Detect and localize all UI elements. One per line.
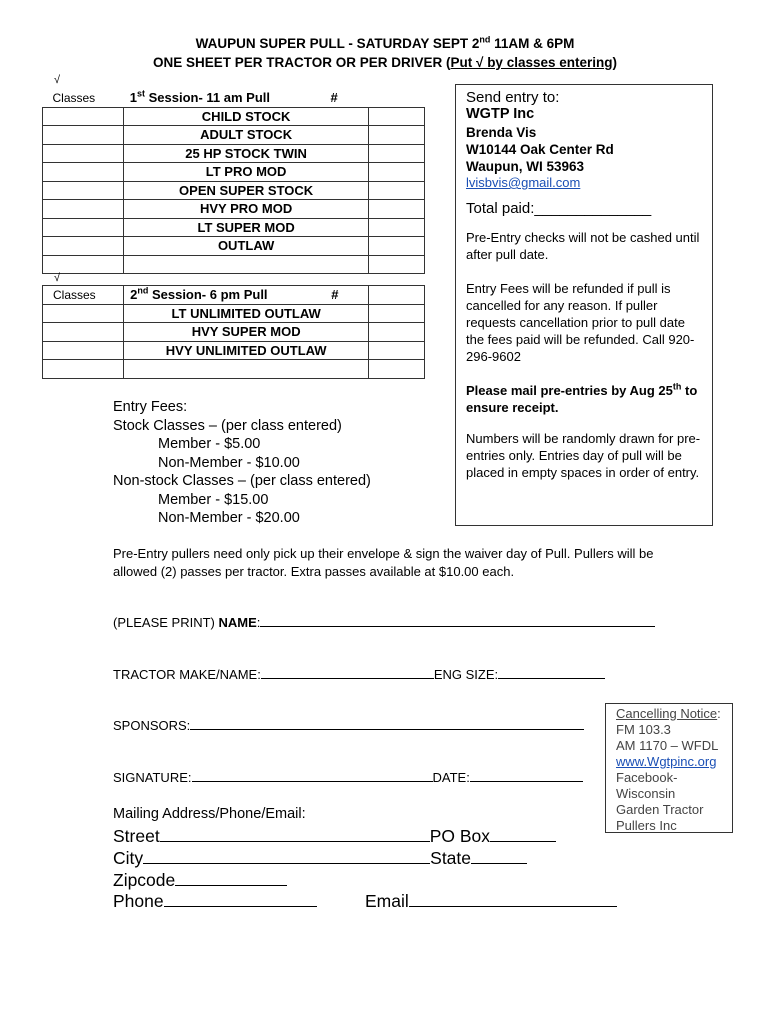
fees-nonstock-member: Member - $15.00 <box>158 491 269 508</box>
entry-fees <box>113 398 371 528</box>
classes-label: Classes <box>52 90 96 105</box>
class-name: LT PRO MOD <box>124 163 369 182</box>
cancel-facebook: Facebook- <box>616 770 678 785</box>
class-name <box>124 255 369 274</box>
count-cell[interactable] <box>368 200 424 219</box>
tractor-field[interactable] <box>261 666 434 679</box>
page-title: WAUPUN SUPER PULL - SATURDAY SEPT 2nd 11AM & 6PM <box>195 34 575 51</box>
check-cell[interactable] <box>43 255 124 274</box>
tractor-row: TRACTOR MAKE/NAME: ENG SIZE: <box>113 666 605 682</box>
fees-title: Entry Fees: <box>113 399 188 415</box>
cancel-facebook-2: Wisconsin <box>616 786 676 801</box>
zip-row: Zipcode <box>113 870 287 891</box>
check-cell[interactable] <box>43 341 124 360</box>
pobox-field[interactable] <box>490 826 556 842</box>
street-row: Street PO Box <box>113 826 556 847</box>
check-cell[interactable] <box>43 163 124 182</box>
send-city: Waupun, WI 53963 <box>466 159 585 174</box>
fees-stock-member: Member - $5.00 <box>158 436 261 452</box>
class-name: OUTLAW <box>124 237 369 256</box>
check-cell[interactable] <box>43 304 124 323</box>
count-cell[interactable] <box>368 237 424 256</box>
city-field[interactable] <box>143 848 430 864</box>
email-field[interactable] <box>409 891 617 907</box>
check-mark: √ <box>54 272 61 284</box>
state-field[interactable] <box>471 848 527 864</box>
phone-field[interactable] <box>164 891 317 907</box>
note-numbers: Numbers will be randomly drawn for pre-entries only. Entries day of pull will be placed in empty spaces in order of entry. <box>466 431 701 480</box>
class-name: OPEN SUPER STOCK <box>124 181 369 200</box>
count-cell[interactable] <box>368 181 424 200</box>
fees-stock: Stock Classes – (per class entered) <box>113 417 342 434</box>
check-cell[interactable] <box>43 237 124 256</box>
session2-table <box>42 285 425 379</box>
note-mail: Please mail pre-entries by Aug 25th to ensure receipt. <box>466 381 698 415</box>
count-cell[interactable] <box>369 304 425 323</box>
signature-field[interactable] <box>192 769 433 782</box>
check-cell[interactable] <box>43 200 124 219</box>
name-field[interactable] <box>260 614 655 627</box>
cancelling-notice: Cancelling Notice: FM 103.3 AM 1170 – WFDL www.Wgtpinc.org Facebook- Wisconsin Garden Tractor Pullers Inc <box>605 703 733 833</box>
check-cell[interactable] <box>43 144 124 163</box>
session1-title: 1st Session- 11 am Pull <box>129 88 270 106</box>
class-name: HVY UNLIMITED OUTLAW <box>124 341 369 360</box>
send-title: Send entry to: <box>466 89 560 106</box>
count-header: # <box>330 90 338 106</box>
zip-field[interactable] <box>175 870 287 886</box>
count-cell[interactable] <box>368 107 424 126</box>
class-name: 25 HP STOCK TWIN <box>124 144 369 163</box>
session1-table <box>42 89 425 274</box>
class-name: ADULT STOCK <box>124 126 369 145</box>
class-name: LT UNLIMITED OUTLAW <box>124 304 369 323</box>
count-cell[interactable] <box>369 323 425 342</box>
class-name: HVY SUPER MOD <box>124 323 369 342</box>
email-row: Email <box>365 891 617 912</box>
total-paid: Total paid:______________ <box>466 200 652 217</box>
fees-nonstock: Non-stock Classes – (per class entered) <box>113 473 371 489</box>
class-name <box>124 360 369 379</box>
phone-row: Phone <box>113 891 317 912</box>
count-cell[interactable] <box>369 341 425 360</box>
send-name: Brenda Vis <box>466 125 537 140</box>
cancel-facebook-4: Pullers Inc <box>616 818 677 833</box>
count-cell[interactable] <box>368 218 424 237</box>
check-cell[interactable] <box>43 323 124 342</box>
date-field[interactable] <box>470 769 583 782</box>
cancel-fm: FM 103.3 <box>616 722 671 737</box>
count-cell[interactable] <box>368 163 424 182</box>
city-row: City State <box>113 848 527 869</box>
note-checks: Pre-Entry checks will not be cashed until after pull date. <box>466 230 700 262</box>
cancel-title: Cancelling Notice <box>616 706 718 721</box>
check-cell[interactable] <box>43 218 124 237</box>
fees-stock-nonmember: Non-Member - $10.00 <box>158 454 300 471</box>
note-refund: Entry Fees will be refunded if pull is cancelled for any reason. If puller requests cancellation prior to pull date the fees paid will be refunded. Call 920-296-9602 <box>466 281 695 364</box>
check-cell[interactable] <box>43 181 124 200</box>
count-cell[interactable] <box>368 144 424 163</box>
count-cell[interactable] <box>369 360 425 379</box>
signature-row: SIGNATURE: DATE: <box>113 769 583 785</box>
check-cell[interactable] <box>43 107 124 126</box>
send-entry-box <box>455 84 713 526</box>
preentry-note: Pre-Entry pullers need only pick up their envelope & sign the waiver day of Pull. Pullers will be allowed (2) passes per tractor. Extra passes available at $10.00 each. <box>113 546 654 579</box>
class-name: LT SUPER MOD <box>124 218 369 237</box>
cancel-facebook-3: Garden Tractor <box>616 802 704 817</box>
send-org: WGTP Inc <box>466 106 535 122</box>
check-cell[interactable] <box>43 126 124 145</box>
send-email-link[interactable]: lvisbvis@gmail.com <box>466 175 581 190</box>
page-subtitle: ONE SHEET PER TRACTOR OR PER DRIVER (Put √ by classes entering) <box>152 55 617 70</box>
eng-size-field[interactable] <box>498 666 605 679</box>
check-cell[interactable] <box>43 360 124 379</box>
session2-title: 2nd Session- 6 pm Pull <box>124 286 369 305</box>
class-name: CHILD STOCK <box>124 107 369 126</box>
sponsors-field[interactable] <box>190 717 584 730</box>
cancel-website-link[interactable]: www.Wgtpinc.org <box>616 754 717 769</box>
cancel-am: AM 1170 – WFDL <box>616 738 719 753</box>
street-field[interactable] <box>160 826 430 842</box>
check-mark: √ <box>54 74 61 86</box>
class-name: HVY PRO MOD <box>124 200 369 219</box>
fees-nonstock-nonmember: Non-Member - $20.00 <box>158 510 300 526</box>
mailing-label: Mailing Address/Phone/Email: <box>113 806 306 822</box>
count-cell[interactable] <box>368 126 424 145</box>
send-street: W10144 Oak Center Rd <box>466 142 614 157</box>
count-header: # <box>369 286 425 305</box>
classes-label: Classes <box>43 286 124 305</box>
sponsors-row: SPONSORS: <box>113 717 584 733</box>
name-row: (PLEASE PRINT) NAME: <box>113 614 655 630</box>
count-cell[interactable] <box>368 255 424 274</box>
